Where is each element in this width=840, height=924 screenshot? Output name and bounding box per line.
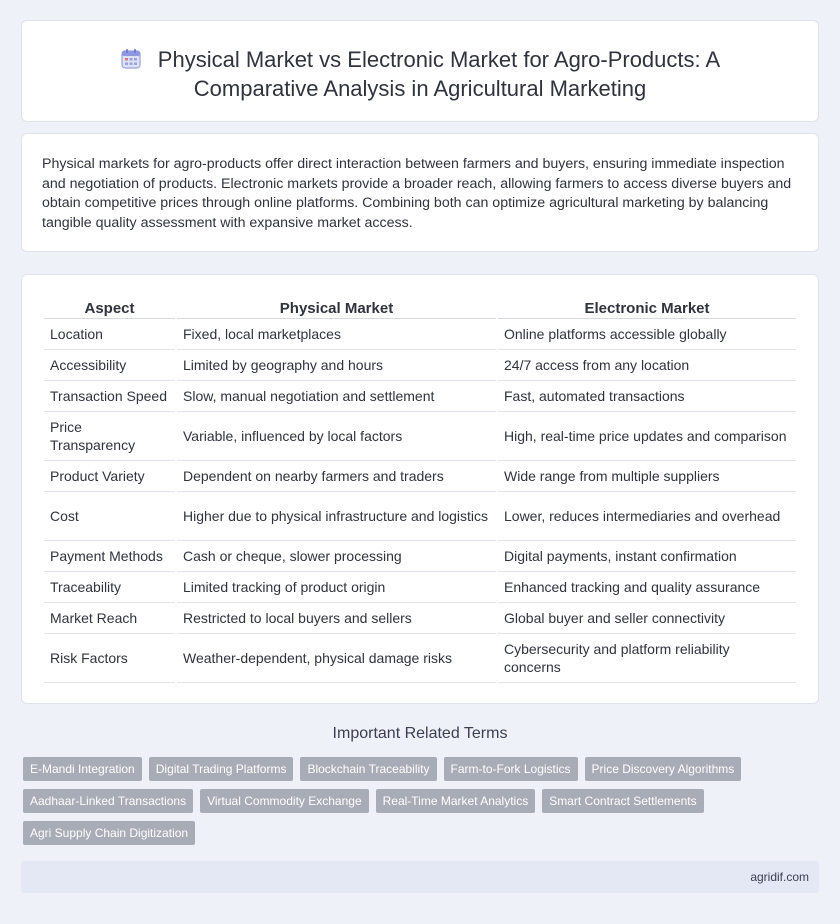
table-row [44,492,796,541]
table-row [44,350,796,381]
table-cell: Cybersecurity and platform reliability concerns [498,634,796,683]
table-row [44,541,796,572]
tag-digital-trading-platforms[interactable]: Digital Trading Platforms [149,757,294,781]
table-row [44,461,796,492]
table-row [44,572,796,603]
table-cell: Location [44,319,175,350]
table-cell: Limited tracking of product origin [177,572,496,603]
table-cell: Traceability [44,572,175,603]
table-cell: Global buyer and seller connectivity [498,603,796,634]
related-terms-list [23,757,763,845]
table-cell: Risk Factors [44,634,175,683]
table-cell: Accessibility [44,350,175,381]
footer [21,861,819,893]
table-cell: Price Transparency [44,412,175,461]
table-cell: Variable, influenced by local factors [177,412,496,461]
table-cell: Cost [44,492,175,541]
tag-e-mandi-integration[interactable]: E-Mandi Integration [23,757,142,781]
tag-smart-contract-settlements[interactable]: Smart Contract Settlements [542,789,703,813]
title-card [21,20,819,122]
table-row [44,603,796,634]
calendar-icon [120,48,142,68]
table-cell: 24/7 access from any location [498,350,796,381]
table-cell: Fast, automated transactions [498,381,796,412]
header-aspect: Aspect [44,297,175,319]
header-electronic-market: Electronic Market [498,297,796,319]
table-cell: Higher due to physical infrastructure and logistics [177,492,496,541]
comparison-card [21,274,819,704]
tag-real-time-market-analytics[interactable]: Real-Time Market Analytics [376,789,536,813]
table-cell: Restricted to local buyers and sellers [177,603,496,634]
table-cell: Market Reach [44,603,175,634]
page-title: Physical Market vs Electronic Market for Agro-Products: A Comparative Analysis in Agricultural Marketing [157,47,721,101]
table-cell: Payment Methods [44,541,175,572]
table-cell: Cash or cheque, slower processing [177,541,496,572]
table-cell: Limited by geography and hours [177,350,496,381]
related-terms-title: Important Related Terms [332,725,508,742]
footer-site-link[interactable]: agridif.com [750,870,809,884]
intro-paragraph: Physical markets for agro-products offer direct interaction between farmers and buyers, ensuring immediate inspection and negotiation of products. Electronic markets provide a broader reach, allowing farmers to access diverse buyers and obtain competitive prices through online platforms. Combining both can optimize agricultural marketing by balancing tangible quality assessment with expansive market access. [42,156,792,231]
table-cell: Lower, reduces intermediaries and overhead [498,492,796,541]
table-cell: Dependent on nearby farmers and traders [177,461,496,492]
table-row [44,634,796,683]
table-cell: Transaction Speed [44,381,175,412]
table-row [44,319,796,350]
table-cell: Product Variety [44,461,175,492]
tag-virtual-commodity-exchange[interactable]: Virtual Commodity Exchange [200,789,369,813]
table-row [44,412,796,461]
header-physical-market: Physical Market [177,297,496,319]
table-cell: Online platforms accessible globally [498,319,796,350]
table-header-row [44,297,796,319]
tag-agri-supply-chain-digitization[interactable]: Agri Supply Chain Digitization [23,821,195,845]
tag-blockchain-traceability[interactable]: Blockchain Traceability [300,757,436,781]
table-cell: Slow, manual negotiation and settlement [177,381,496,412]
table-row [44,381,796,412]
table-cell: Digital payments, instant confirmation [498,541,796,572]
table-cell: Enhanced tracking and quality assurance [498,572,796,603]
comparison-table [42,297,798,683]
table-cell: Fixed, local marketplaces [177,319,496,350]
table-cell: Wide range from multiple suppliers [498,461,796,492]
table-cell: High, real-time price updates and comparison [498,412,796,461]
tag-aadhaar-linked-transactions[interactable]: Aadhaar-Linked Transactions [23,789,193,813]
table-cell: Weather-dependent, physical damage risks [177,634,496,683]
page-title-wrap [22,45,818,103]
intro-card [21,133,819,252]
tag-price-discovery-algorithms[interactable]: Price Discovery Algorithms [585,757,742,781]
tag-farm-to-fork-logistics[interactable]: Farm-to-Fork Logistics [444,757,578,781]
